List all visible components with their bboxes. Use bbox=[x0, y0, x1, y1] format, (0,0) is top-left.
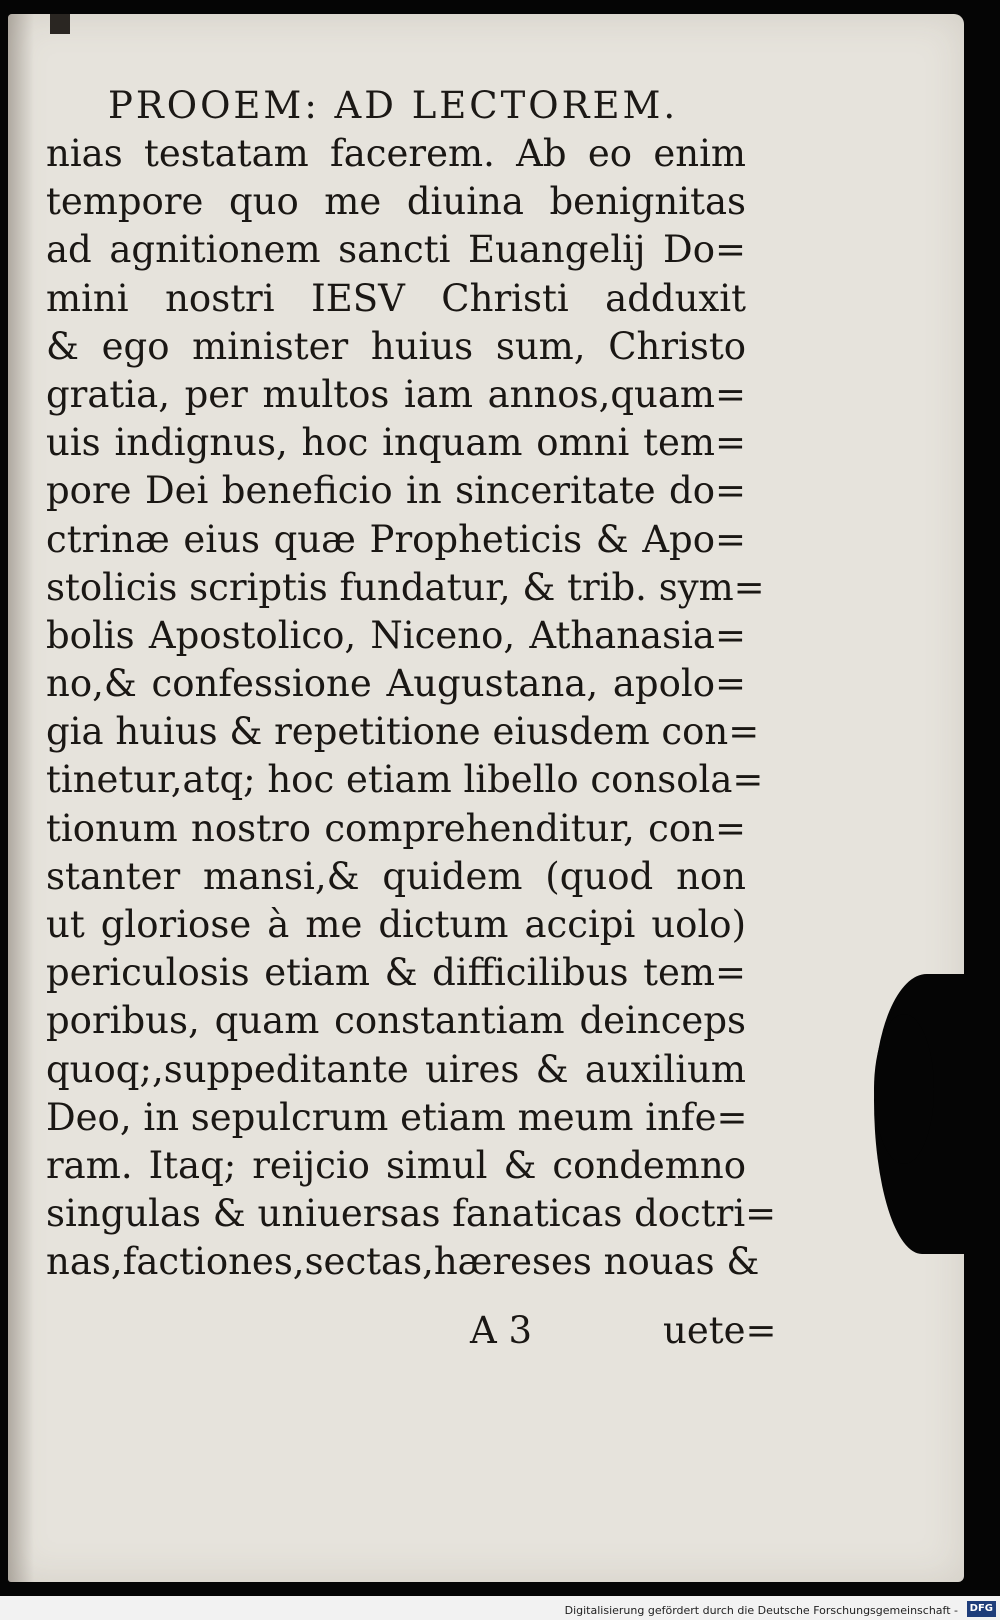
footer-credit: Digitalisierung gefördert durch die Deutsche Forschungsgemeinschaft - bbox=[564, 1604, 958, 1617]
text-line: pore Dei beneficio in sinceritate do= bbox=[46, 469, 746, 513]
text-line: ram. Itaq; reijcio simul & condemno bbox=[46, 1143, 746, 1187]
text-line: quoq;,suppeditante uires & auxilium bbox=[46, 1047, 746, 1091]
page-tab-mark bbox=[50, 14, 70, 34]
text-line: singulas & uniuersas fanaticas doctri= bbox=[46, 1192, 777, 1236]
text-line: poribus, quam constantiam deinceps bbox=[46, 999, 746, 1043]
signature-mark: A 3 bbox=[470, 1309, 533, 1352]
catchword: uete= bbox=[663, 1309, 777, 1352]
text-line: stanter mansi,& quidem (quod non bbox=[46, 854, 746, 898]
text-line: no,& confessione Augustana, apolo= bbox=[46, 662, 746, 706]
text-line: ctrinæ eius quæ Propheticis & Apo= bbox=[46, 517, 746, 561]
text-line: mini nostri IESV Christi adduxit bbox=[46, 276, 746, 320]
book-page bbox=[8, 14, 964, 1582]
text-line: gratia, per multos iam annos,quam= bbox=[46, 372, 746, 416]
text-line: tinetur,atq; hoc etiam libello consola= bbox=[46, 758, 764, 802]
dfg-logo-icon: DFG bbox=[967, 1601, 996, 1617]
text-line: bolis Apostolico, Niceno, Athanasia= bbox=[46, 613, 746, 657]
body-text bbox=[46, 130, 777, 1287]
text-line: stolicis scriptis fundatur, & trib. sym= bbox=[46, 565, 765, 609]
digitization-footer bbox=[0, 1596, 1000, 1620]
text-line: uis indignus, hoc inquam omni tem= bbox=[46, 421, 746, 465]
page-damage-hole-inner bbox=[874, 1014, 934, 1164]
text-line: periculosis etiam & difficilibus tem= bbox=[46, 951, 746, 995]
text-line: ad agnitionem sancti Euangelij Do= bbox=[46, 228, 746, 272]
binding-shadow bbox=[8, 14, 34, 1582]
text-line: tionum nostro comprehenditur, con= bbox=[46, 806, 746, 850]
text-line: nas,factiones,sectas,hæreses nouas & bbox=[46, 1240, 760, 1284]
text-line: nias testatam facerem. Ab eo enim bbox=[46, 132, 746, 175]
text-line: tempore quo me diuina benignitas bbox=[46, 180, 746, 224]
text-line: & ego minister huius sum, Christo bbox=[46, 324, 746, 368]
text-line: gia huius & repetitione eiusdem con= bbox=[46, 710, 760, 754]
text-line: Deo, in sepulcrum etiam meum infe= bbox=[46, 1095, 748, 1139]
running-head: PROOEM: AD LECTOREM. bbox=[108, 84, 679, 127]
text-line: ut gloriose à me dictum accipi uolo) bbox=[46, 903, 746, 946]
